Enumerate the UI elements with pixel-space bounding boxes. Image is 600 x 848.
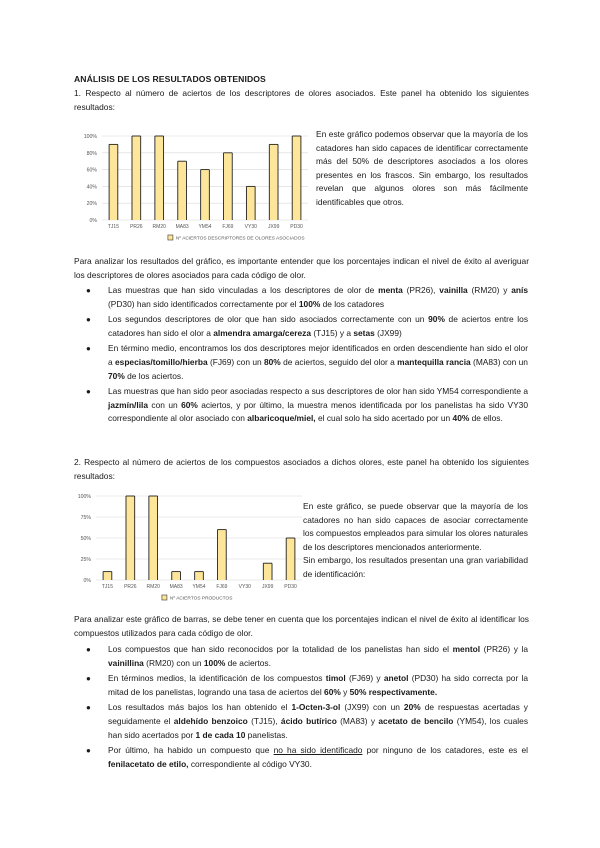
y-tick-label: 25% (80, 557, 91, 563)
bullet-icon: ● (86, 703, 91, 713)
y-tick-label: 40% (86, 184, 97, 191)
list-item-text: 90% (428, 314, 445, 325)
list-item-text: (TJ15) y a (311, 327, 354, 338)
analysis-paragraph-2: Para analizar este gráfico de barras, se debe tener en cuenta que los porcentajes indican el nivel de éxito al identificar los compuestos utilizados para cada código de olor. (74, 614, 529, 638)
results-list-2 (82, 643, 528, 773)
list-item-text: fenilacetato de etilo, (108, 758, 189, 769)
list-item-text: Las muestras que han sido peor asociadas respecto a sus descriptores de olor han sido YM54 correspondiente a (108, 386, 528, 397)
y-tick-label: 50% (80, 536, 91, 542)
x-tick-label: TJ15 (107, 224, 120, 230)
list-item-text: no ha sido identificado (273, 745, 363, 756)
list-item-text: vainilla (439, 285, 468, 295)
x-tick-label: PD30 (290, 224, 303, 230)
intro-question-1: 1. Respecto al número de aciertos de los descriptores de olores asociados. Este panel ha obtenido los siguientes resultados: (74, 88, 529, 112)
results-list-1 (82, 284, 528, 428)
x-tick-label: MA83 (169, 584, 183, 590)
list-item-text: albaricoque/miel, (247, 413, 316, 424)
list-item (82, 342, 528, 383)
list-item-text: (MA83) y (336, 715, 379, 726)
analysis-paragraph-1: Para analizar los resultados del gráfico, es importante entender que los porcentajes indican el nivel de éxito al averiguar los descriptores de olores asociados para cada código de olor. (74, 256, 529, 280)
list-item-text: jazmín/lila (108, 399, 149, 410)
list-item-text: de aciertos entre los catadores han sido el olor a (108, 314, 529, 338)
y-tick-label: 20% (86, 201, 97, 208)
y-tick-label: 100% (83, 134, 97, 140)
list-item-text: 20% (403, 702, 421, 713)
bar (103, 572, 112, 580)
x-tick-label: FJ69 (216, 584, 228, 590)
list-item-text: acetato de bencilo (378, 715, 454, 726)
y-tick-label: 60% (86, 167, 97, 174)
list-item-text: mantequilla rancia (397, 356, 471, 367)
list-item-text: (PR26) y la (480, 644, 528, 654)
list-item-text: Los segundos descriptores de olor que han sido asociados correctamente con un (108, 314, 429, 325)
list-item-text: (MA83) con un (470, 356, 528, 367)
list-item-text: (PD30) han sido identificados correctamente por el (108, 298, 299, 309)
x-tick-label: RM20 (152, 224, 166, 230)
list-item-text: anetol (383, 673, 409, 684)
list-item-text: 60% (324, 686, 341, 697)
list-item-text: Los resultados más bajos los han obtenido el (108, 702, 292, 713)
x-tick-label: MA83 (175, 224, 189, 230)
x-tick-label: JX99 (267, 224, 280, 230)
bar (263, 563, 272, 580)
bar (126, 496, 135, 580)
list-item-text: setas (353, 327, 375, 338)
list-item-text: panelistas. (245, 729, 288, 740)
bullet-icon: ● (86, 387, 91, 397)
list-item-text: Por último, ha habido un compuesto que (108, 745, 274, 756)
list-item-text: (PR26), (402, 285, 440, 295)
chart1-commentary: En este gráfico podemos observar que la mayoría de los catadores han sido capaces de identificar correctamente más del 50% de descriptores asociados a los olores presentes en los frascos. Sin embargo, los resultados revelan que algunos olores son más fácilmente identificables que otros. (316, 129, 528, 207)
legend-label: Nº ACIERTOS PRODUCTOS (169, 596, 233, 602)
list-item-text: (JX99) (374, 327, 402, 338)
list-item-text: por ninguno de los catadores, este es el (362, 745, 528, 756)
list-item-text: vainillina (108, 657, 144, 668)
bar (172, 572, 181, 580)
x-tick-label: YM54 (198, 224, 212, 230)
y-tick-label: 0% (83, 578, 91, 584)
chart2-commentary (303, 500, 528, 582)
list-item-text: 1-Octen-3-ol (291, 702, 341, 713)
list-item-text: y (340, 686, 350, 697)
list-item-text: (RM20) y (467, 285, 512, 295)
y-tick-label: 100% (77, 494, 91, 500)
list-item-text: correspondiente al código VY30. (188, 758, 312, 769)
list-item-text: 70% (108, 370, 125, 381)
list-item-text: menta (378, 285, 403, 295)
x-tick-label: VY30 (238, 584, 251, 590)
list-item-text: 100% (203, 657, 226, 668)
list-item-text: 1 de cada 10 (195, 729, 246, 740)
x-tick-label: PR26 (130, 224, 143, 230)
list-item-text: 100% (298, 298, 321, 309)
list-item-text: En términos medios, la identificación de los compuestos (108, 673, 326, 684)
list-item-text: de aciertos. (225, 657, 271, 668)
bar (269, 144, 278, 220)
bar (155, 136, 164, 220)
bar (132, 136, 141, 220)
chart2-commentary-main: En este gráfico, se puede observar que la mayoría de los catadores no han sido capaces de asociar correctamente los compuestos empleados para simular los olores naturales de los descriptores mencionados anteriormente. (303, 501, 528, 552)
list-item-text: Los compuestos que han sido reconocidos por la totalidad de los panelistas han sido el (108, 644, 453, 654)
bar (224, 153, 233, 220)
y-tick-label: 80% (86, 150, 97, 157)
list-item-text: mentol (452, 644, 481, 654)
list-item-text: 50% respectivamente. (349, 686, 438, 697)
list-item-text: (YM54), los cuales han sido acertados por (108, 715, 529, 740)
y-tick-label: 0% (89, 218, 97, 224)
bullet-icon: ● (86, 286, 91, 295)
x-tick-label: RM20 (146, 584, 160, 590)
y-tick-label: 75% (80, 515, 91, 521)
list-item-text: (PD30) ha sido correcta por la mitad de los panelistas, logrando una tasa de aciertos del (108, 673, 529, 697)
list-item-text: (TJ15), (247, 715, 281, 726)
bar (149, 496, 158, 580)
list-item-text: timol (325, 673, 346, 684)
list-item-text: de los catadores (320, 298, 385, 309)
list-item-text: 40% (452, 413, 470, 424)
bullet-icon: ● (86, 746, 91, 756)
list-item-text: (FJ69) con un (207, 356, 264, 367)
list-item (82, 284, 528, 311)
list-item-text: aciertos, y por último, la muestra menos identificada por los panelistas ha sido VY30 correspondiente al olor asociado con (108, 399, 528, 424)
list-item-text: el cual solo ha sido acertado por un (315, 413, 453, 424)
list-item-text: En término medio, encontramos los dos descriptores mejor identificados en orden descendiente han sido el olor a (108, 343, 528, 367)
x-tick-label: VY30 (244, 224, 257, 230)
bar (195, 572, 204, 580)
descriptors-bar-chart (72, 128, 312, 248)
bullet-icon: ● (86, 645, 91, 654)
section-title: ANÁLISIS DE LOS RESULTADOS OBTENIDOS (74, 74, 266, 84)
legend-swatch (162, 595, 167, 600)
chart2-commentary-extra: Sin embargo, los resultados presentan una gran variabilidad de identificación: (303, 555, 528, 579)
list-item-text: de los aciertos. (124, 370, 184, 381)
bar (178, 161, 187, 220)
legend-swatch (168, 235, 173, 240)
bar (292, 136, 301, 220)
list-item (82, 701, 528, 742)
list-item (82, 643, 528, 670)
x-tick-label: TJ15 (101, 584, 114, 590)
bar (286, 538, 295, 580)
x-tick-label: JX99 (261, 584, 274, 590)
list-item-text: especias/tomillo/hierba (115, 356, 208, 367)
bar (109, 144, 118, 220)
bar (246, 186, 255, 220)
bullet-icon: ● (86, 315, 91, 325)
x-tick-label: PR26 (124, 584, 137, 590)
list-item-text: de aciertos, seguido del olor a (280, 356, 398, 367)
bullet-icon: ● (86, 344, 91, 354)
list-item (82, 313, 528, 340)
list-item-text: 60% (181, 399, 198, 410)
list-item-text: Las muestras que han sido vinculadas a los descriptores de olor de (108, 285, 379, 295)
intro-question-2: 2. Respecto al número de aciertos de los compuestos asociados a dichos olores, este panel ha obtenido los siguientes resultados: (74, 457, 529, 481)
list-item-text: aldehído benzoico (173, 715, 248, 726)
list-item (82, 744, 528, 771)
list-item-text: 80% (263, 356, 281, 367)
list-item (82, 672, 528, 699)
list-item (82, 385, 528, 426)
bar (218, 530, 227, 580)
list-item-text: anís (511, 285, 529, 295)
list-item-text: ácido butírico (280, 715, 337, 726)
x-tick-label: YM54 (192, 584, 206, 590)
compounds-bar-chart (66, 488, 306, 608)
list-item-text: almendra amarga/cereza (213, 327, 311, 338)
list-item-text: de respuestas acertadas y seguidamente el (108, 702, 528, 726)
list-item-text: (FJ69) y (345, 673, 384, 684)
x-tick-label: FJ69 (222, 224, 234, 230)
list-item-text: (RM20) con un (143, 657, 204, 668)
legend-label: Nº ACIERTOS DESCRIPTORES DE OLORES ASOCIADOS (175, 236, 305, 242)
list-item-text: (JX99) con un (340, 702, 404, 713)
list-item-text: con un (148, 399, 182, 410)
x-tick-label: PD30 (284, 584, 297, 590)
list-item-text: de ellos. (469, 413, 503, 424)
bar (201, 170, 210, 220)
bullet-icon: ● (86, 674, 91, 684)
